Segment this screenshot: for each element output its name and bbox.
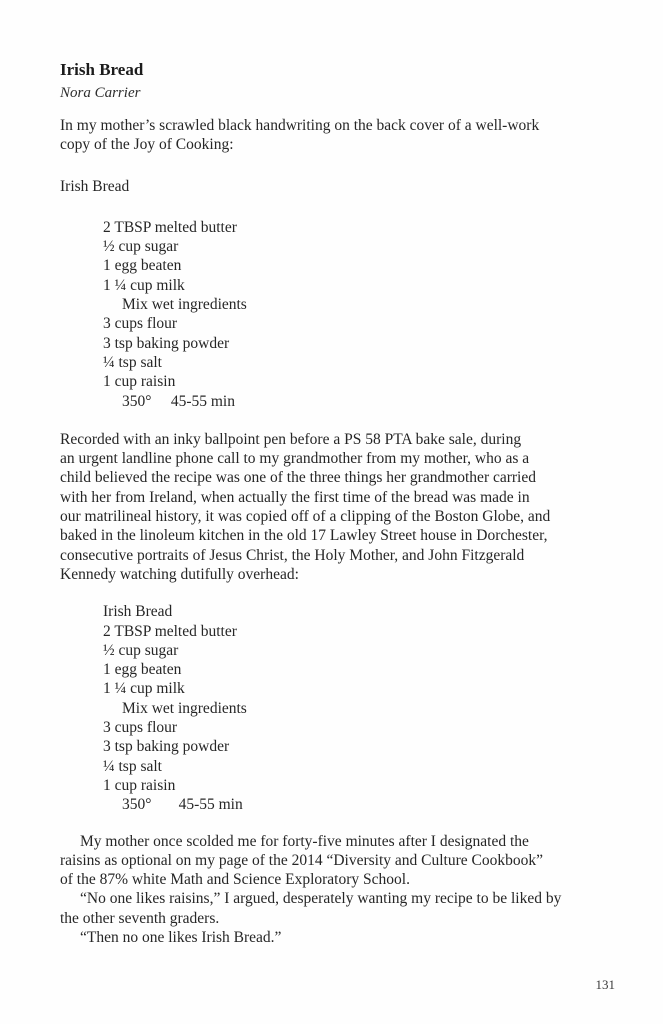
closing-paragraph [60, 832, 620, 948]
recipe-block-1 [60, 218, 620, 411]
text-line: Mix wet ingredients [122, 296, 247, 314]
text-line: 350° 45-55 min [122, 392, 235, 410]
text-line: 1 egg beaten [103, 257, 182, 275]
recipe-block-2 [60, 602, 620, 814]
text-line: ½ cup sugar [103, 641, 179, 659]
text-line: ½ cup sugar [103, 238, 179, 256]
text-line: 350° 45-55 min [122, 796, 243, 814]
text-line: In my mother’s scrawled black handwriting on the back cover of a well-work [60, 117, 540, 134]
text-line: 3 tsp baking powder [103, 334, 230, 352]
text-line: an urgent landline phone call to my grandmother from my mother, who as a [60, 450, 530, 468]
text-line: consecutive portraits of Jesus Christ, the Holy Mother, and John Fitzgerald [60, 546, 525, 564]
page-number: 131 [595, 977, 615, 992]
intro-paragraph [60, 116, 620, 155]
text-line: the other seventh graders. [60, 909, 220, 927]
recipe-heading-1 [60, 177, 620, 196]
text-line: with her from Ireland, when actually the first time of the bread was made in [60, 488, 530, 506]
text-line: copy of the Joy of Cooking: [60, 136, 234, 154]
text-line: 1 egg beaten [103, 661, 182, 679]
text-line: Recorded with an inky ballpoint pen before a PS 58 PTA bake sale, during [60, 430, 522, 448]
text-line: of the 87% white Math and Science Exploratory School. [60, 871, 410, 889]
text-line: Irish Bread [60, 177, 130, 195]
text-line: 3 tsp baking powder [103, 738, 230, 756]
poem-title: Irish Bread [60, 60, 144, 79]
story-paragraph [60, 430, 620, 584]
text-line: “Then no one likes Irish Bread.” [80, 928, 282, 946]
text-line: 2 TBSP melted butter [103, 218, 237, 236]
text-line: “No one likes raisins,” I argued, desperately wanting my recipe to be liked by [80, 890, 562, 908]
text-blocks [60, 116, 620, 947]
text-line: 1 cup raisin [103, 373, 176, 391]
text-line: 2 TBSP melted butter [103, 622, 237, 640]
text-line: child believed the recipe was one of the three things her grandmother carried [60, 469, 536, 487]
text-line: Kennedy watching dutifully overhead: [60, 565, 299, 583]
text-line: 3 cups flour [103, 315, 178, 333]
text-line: 1 ¼ cup milk [103, 276, 185, 294]
text-line: 1 ¼ cup milk [103, 680, 185, 698]
text-line: Mix wet ingredients [122, 699, 247, 717]
page-content [60, 60, 620, 947]
text-line: My mother once scolded me for forty-five minutes after I designated the [80, 832, 529, 850]
text-line: Irish Bread [103, 603, 173, 621]
text-line: our matrilineal history, it was copied off of a clipping of the Boston Globe, and [60, 508, 551, 526]
text-line: ¼ tsp salt [103, 353, 162, 371]
text-line: 1 cup raisin [103, 776, 176, 794]
text-line: 3 cups flour [103, 719, 178, 737]
text-line: baked in the linoleum kitchen in the old 17 Lawley Street house in Dorchester, [60, 527, 548, 545]
text-line: raisins as optional on my page of the 2014 “Diversity and Culture Cookbook” [60, 851, 543, 869]
poem-author: Nora Carrier [60, 85, 141, 101]
text-line: ¼ tsp salt [103, 757, 162, 775]
